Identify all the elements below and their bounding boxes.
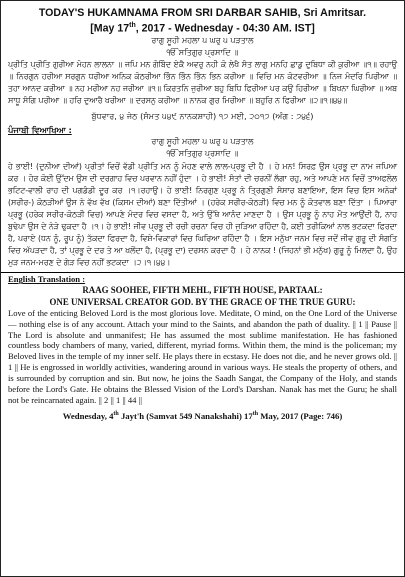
punjabi-text: ਹੇ ਭਾਈ! (ਦੁਨੀਆ ਦੀਆਂ) ਪ੍ਰੀਤਾਂ ਵਿਚੋਂ ਵੱਡੀ ਪ੍ਰੀਤਿ ਮਨ ਨੂੰ ਮੋਹਣ ਵਾਲੇ ਲਾਲ-ਪ੍ਰਭੂ ਦੀ ਹੈ । ਹੇ ਮਨ! ਸਿਰਫ਼ ਉਸ ਪ੍ਰਭੂ ਦਾ ਨਾਮ ਜਪਿਆ ਕਰ । ਹੋਰ ਕੋਈ ਉੱਦਮ ਉਸ ਦੀ ਦਰਗਾਹ ਵਿਚ ਪਰਵਾਨ ਨਹੀਂ ਹੁੰਦਾ । ਹੇ ਭਾਈ! ਸੰਤਾਂ ਦੀ ਚਰਨੀਂ ਲੱਗਾ ਰਹੁ, ਅਤੇ ਆਪਣੇ ਮਨ ਵਿਚੋਂ ਤਾਅਫਲੋਲ ਭਟਿਟ-ਵਾਲੀ ਰਾਹ ਦੀ ਪਗਡੰਡੀ ਦੂਰ ਕਰ ।੧।ਰਹਾਉ। ਹੇ ਭਾਈ! ਨਿਰਗੁਣ ਪ੍ਰਭੂ ਨੇ ਤ੍ਰਿਗੁਣੀ ਸੰਸਾਰ ਬਣਾਇਆ, ਇਸ ਵਿਚ ਇਸ ਅਨੇਕਾਂ (ਸਰੀਰ-) ਕੋਠੜੀਆਂ ਉਸ ਨੇ ਵੱਖ ਵੱਖ (ਕਿਸਮ ਦੀਆਂ) ਬਣਾ ਦਿੱਤੀਆਂ । (ਹਰੇਕ ਸਰੀਰ-ਕੋਠੜੀ) ਵਿਚ ਮਨ ਨੂੰ ਕੋਤਵਾਲ ਬਣਾ ਦਿੱਤਾ । ਪਿਆਰਾ ਪ੍ਰਭੂ (ਹਰੇਕ ਸਰੀਰ-ਕੋਠੜੀ ਵਿਚ) ਆਪਣੇ ਮੰਦਰ ਵਿਚ ਵਸਦਾ ਹੈ, ਅਤੇ ਉੱਥੇ ਆਨੰਦ ਮਾਣਦਾ ਹੈ । ਉਸ ਪ੍ਰਭੂ ਨੂੰ ਨਾਹ ਮੌਤ ਆਉਂਦੀ ਹੈ, ਨਾਹ ਬੁਢੇਪਾ ਉਸ ਦੇ ਨੇੜੇ ਢੁਕਦਾ ਹੈ ।੧। ਹੇ ਭਾਈ! ਜੀਵ ਪ੍ਰਭੂ ਦੀ ਰਚੀ ਰਚਨਾ ਵਿਚ ਹੀ ਜੁੜਿਆ ਰਹਿੰਦਾ ਹੈ, ਕਈ ਤਰੀਕਿਆਂ ਨਾਲ ਭਟਕਦਾ ਫਿਰਦਾ ਹੈ, ਪਰਾਏ (ਧਨ ਨੂੰ, ਰੂਪ ਨੂੰ) ਤੱਕਦਾ ਫਿਰਦਾ ਹੈ, ਵਿਸ਼ੇ-ਵਿਕਾਰਾਂ ਵਿਚ ਘਿਰਿਆ ਰਹਿੰਦਾ ਹੈ । ਇਸ ਮਨੁੱਖਾ ਜਨਮ ਵਿਚ ਜਦੋਂ ਜੀਵ ਗੁਰੂ ਦੀ ਸੰਗਤਿ ਵਿਚ ਅੱਪੜਦਾ ਹੈ, ਤਾਂ ਪ੍ਰਭੂ ਦੇ ਦਰ ਤੇ ਆ ਖਲੋਂਦਾ ਹੈ, (ਪ੍ਰਭੂ ਦਾ) ਦਰਸਨ ਕਰਦਾ ਹੈ । ਹੇ ਨਾਨਕ ! (ਜਿਹਨਾਂ ਭੀ ਮਨੁੱਖ) ਗੁਰੂ ਨੂੰ ਮਿਲਦਾ ਹੈ, ਉਹ ਮੁੜ ਜਨਮ-ਮਰਣ ਦੇ ਗੇੜ ਵਿਚ ਨਹੀਂ ਭਟਕਦਾ ।੨।੧।੪੪। [8, 161, 397, 268]
punjabi-mool: ੴ ਸਤਿਗੁਰ ਪ੍ਰਸਾਦਿ ॥ [166, 148, 239, 158]
english-heading: English Translation : [8, 274, 86, 285]
punjabi-date: ਬੁੱਧਵਾਰ, ੪ ਜੇਠ (ਸੰਮਤ ੫੪੯ ਨਾਨਕਸ਼ਾਹੀ) ੧੭ ਮਈ, ੨੦੧੭ (ਅੰਗ : ੭੪੬) [91, 110, 314, 121]
english-date-part: Jayt'h (Samvat 549 Nanakshahi) 17 [118, 410, 253, 421]
title-line: TODAY'S HUKAMNAMA FROM SRI DARBAR SAHIB, Sri Amritsar. [38, 7, 367, 19]
english-date-suffix: th [113, 410, 119, 417]
shabad-text: ਪ੍ਰੀਤਿ ਪ੍ਰੀਤਿ ਗੁਰੀਆ ਮੋਹਨ ਲਾਲਨਾ ॥ ਜਪਿ ਮਨ ਗੋਬਿੰਦ ਏਕੈ ਅਵਰੁ ਨਹੀ ਕੋ ਲੇਖੈ ਸੰਤ ਲਾਗੁ ਮਨਹਿ ਛਾਡੁ ਦੁਬਿਧਾ ਕੀ ਕੁਰੀਆ ॥੧॥ ਰਹਾਉ ॥ ਨਿਰਗੁਨ ਹਰੀਆ ਸਰਗੁਨ ਧਰੀਆ ਅਨਿਕ ਕੋਠਰੀਆ ਭਿੰਨ ਭਿੰਨ ਭਿੰਨ ਭਿਨ ਕਰੀਆ ॥ ਵਿਚਿ ਮਨ ਕੋਟਵਰੀਆ ॥ ਨਿਜ ਮੰਦਰਿ ਪਿਰੀਆ ॥ ਤਹਾ ਆਨਦ ਕਰੀਆ ॥ ਨਹ ਮਰੀਆ ਨਹ ਜਰੀਆ ॥੧॥ ਕਿਰਤਨਿ ਜੁਰੀਆ ਬਹੁ ਬਿਧਿ ਫਿਰੀਆ ਪਰ ਕਉ ਹਿਰੀਆ ॥ ਬਿਖਨਾ ਘਿਰੀਆ ॥ ਅਬ ਸਾਧੂ ਸੰਗਿ ਪਰੀਆ ॥ ਹਰਿ ਦੁਆਰੈ ਖਰੀਆ ॥ ਦਰਸਨੁ ਕਰੀਆ ॥ ਨਾਨਕ ਗੁਰ ਮਿਰੀਆ ॥ ਬਹੁਰਿ ਨ ਫਿਰੀਆ ॥੨॥੧॥੪੪॥ [8, 59, 397, 105]
section-divider [1, 272, 404, 273]
punjabi-heading: ਪੰਜਾਬੀ ਵਿਆਖਿਆ : [8, 124, 72, 135]
page-title [8, 7, 397, 35]
title-date [8, 20, 397, 35]
title-date-rest: , 2017 - Wednesday - 04:30 AM. IST] [135, 22, 315, 35]
punjabi-raag: ਰਾਗੁ ਸੂਹੀ ਮਹਲਾ ੫ ਘਰੁ ੫ ਪੜਤਾਲ [151, 136, 254, 146]
english-date-part: Wednesday, 4 [62, 410, 114, 421]
english-raag: RAAG SOOHEE, FIFTH MEHL, FIFTH HOUSE, PARTAAL: [82, 285, 323, 296]
english-text: Love of the enticing Beloved Lord is the most glorious love. Meditate, O mind, on the One Lord of the Universe — nothing else is of any account. Attach your mind to the Saints, and abandon the path of duality. || 1 || Pause || The Lord is absolute and unmanifest; He has assumed the most sublime manifestation. He has fashioned countless body chambers of many, varied, different, myriad forms. Within them, the mind is the policeman; my Beloved lives in the temple of my inner self. He plays there in ecstasy. He does not die, and he never grows old. || 1 || He is engrossed in worldly activities, wandering around in various ways. He steals the property of others, and is surrounded by corruption and sin. But now, he joins the Saadh Sangat, the Company of the Holy, and stands before the Lord's Gate. He obtains the Blessed Vision of the Lord's Darshan. Nanak has met the Guru; he shall not be reincarnated again. || 2 || 1 || 44 || [8, 307, 397, 405]
shabad-mool: ੴ ਸਤਿਗੁਰ ਪ੍ਰਸਾਦਿ ॥ [166, 47, 239, 57]
english-date [8, 408, 397, 422]
english-date-suffix: th [252, 410, 259, 417]
english-date-part: May, 2017 (Page: 746) [258, 410, 343, 421]
shabad-raag: ਰਾਗੁ ਸੂਹੀ ਮਹਲਾ ੫ ਘਰੁ ੫ ਪੜਤਾਲ [151, 35, 254, 45]
title-date-suffix: th [129, 21, 136, 29]
english-mool: ONE UNIVERSAL CREATOR GOD. BY THE GRACE OF THE TRUE GURU: [49, 296, 356, 307]
title-date-start: [May 17 [90, 22, 130, 35]
